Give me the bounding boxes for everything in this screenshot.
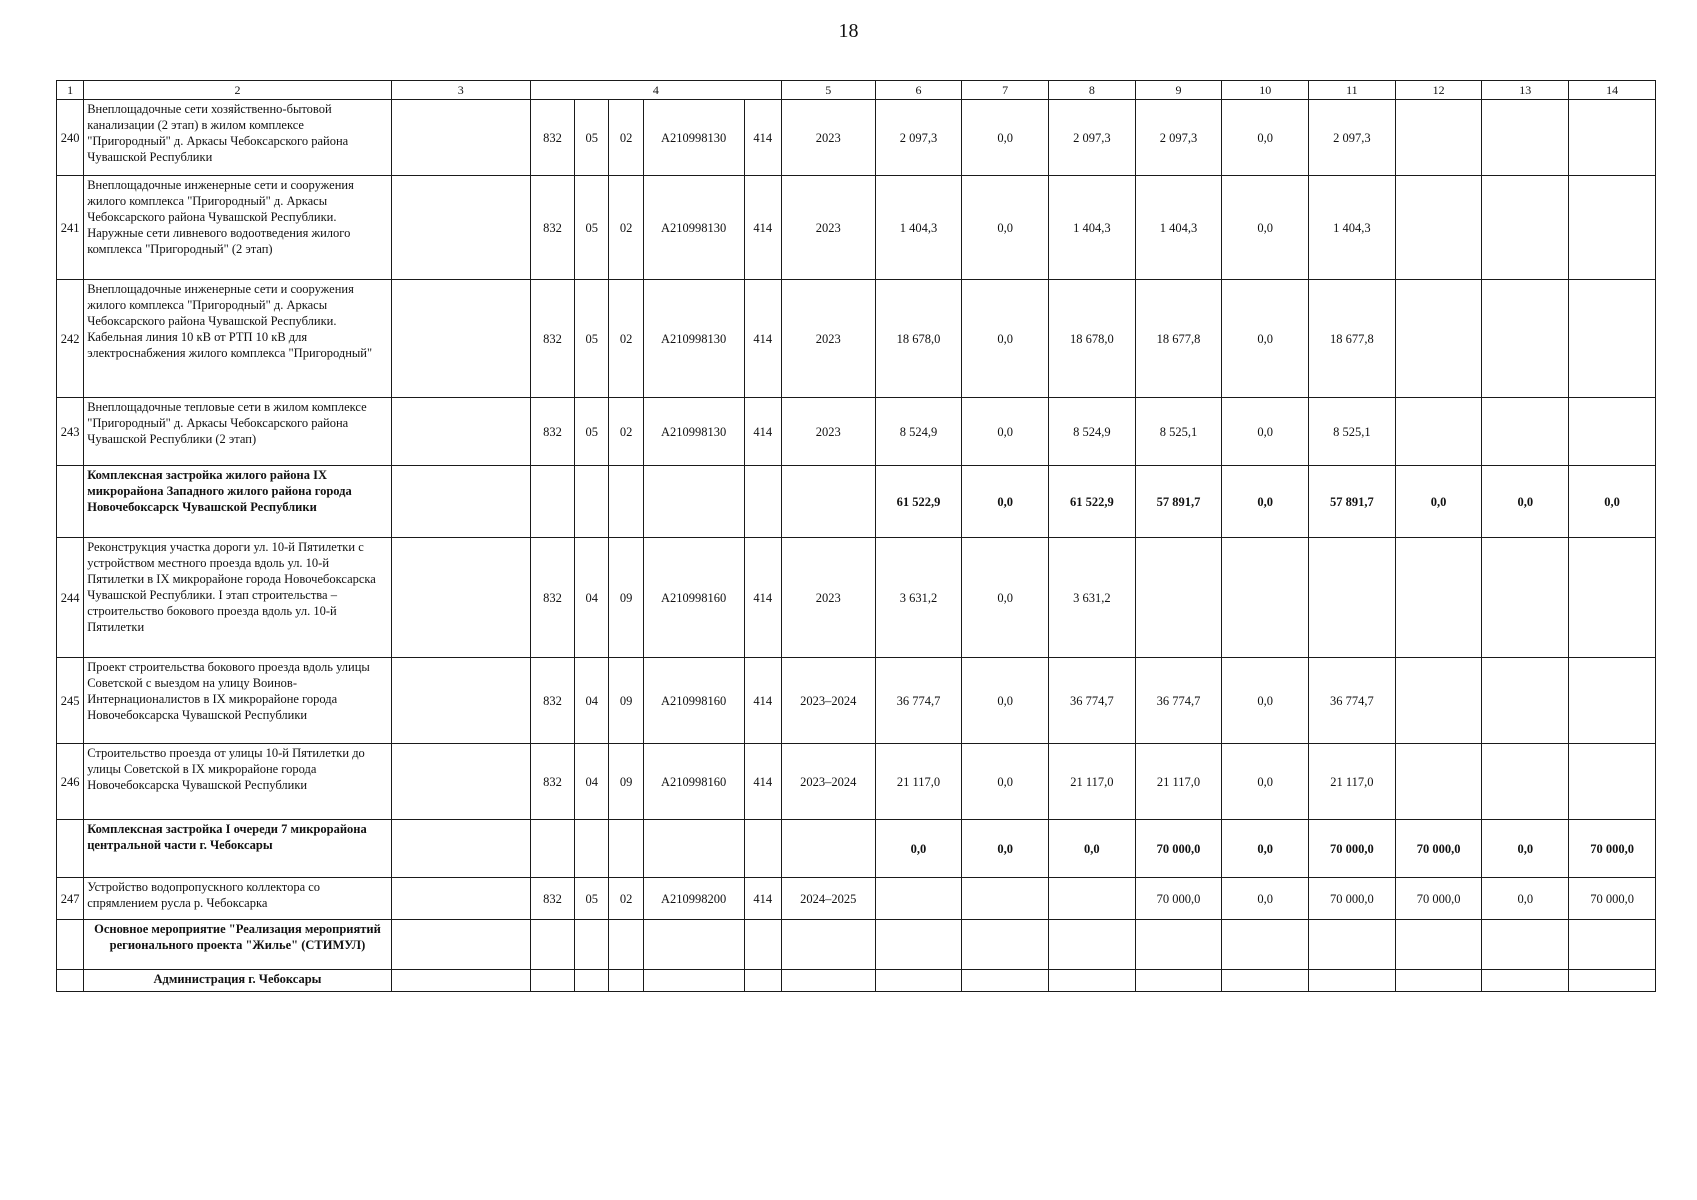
col-13-value [1482, 920, 1569, 970]
col-9-value [1135, 538, 1222, 658]
row-name: Комплексная застройка жилого района IX микрорайона Западного жилого района города Новочебоксарск Чувашской Республики [84, 466, 391, 538]
col-3-cell [391, 538, 530, 658]
grbs-code: 832 [530, 280, 574, 398]
header-col-4: 4 [530, 81, 781, 100]
col-7-value: 0,0 [962, 176, 1049, 280]
col-9-value: 21 117,0 [1135, 744, 1222, 820]
grbs-code: 832 [530, 398, 574, 466]
table-row [57, 970, 1656, 992]
section-code: 04 [575, 538, 609, 658]
row-number [57, 920, 84, 970]
row-name: Реконструкция участка дороги ул. 10-й Пятилетки с устройством местного проезда вдоль ул. 10-й Пятилетки в IX микрорайоне города Новочебоксарска Чувашской Республики. I этап строительства – строительство бокового проезда вдоль ул. 10-й Пятилетки [84, 538, 391, 658]
col-7-value: 0,0 [962, 538, 1049, 658]
subsection-code: 02 [609, 878, 643, 920]
col-8-value: 2 097,3 [1049, 100, 1136, 176]
col-13-value: 0,0 [1482, 466, 1569, 538]
grbs-code [530, 920, 574, 970]
col-6-value [875, 878, 962, 920]
col-8-value [1049, 920, 1136, 970]
col-11-value: 2 097,3 [1309, 100, 1396, 176]
expense-type-code: 414 [744, 280, 781, 398]
col-11-value [1309, 538, 1396, 658]
col-13-value [1482, 398, 1569, 466]
expense-type-code: 414 [744, 658, 781, 744]
col-13-value [1482, 100, 1569, 176]
col-12-value: 70 000,0 [1395, 820, 1482, 878]
header-col-3: 3 [391, 81, 530, 100]
years-cell: 2023 [781, 100, 875, 176]
col-3-cell [391, 176, 530, 280]
col-8-value [1049, 878, 1136, 920]
years-cell: 2023 [781, 176, 875, 280]
col-10-value [1222, 970, 1309, 992]
row-number: 242 [57, 280, 84, 398]
subsection-code: 09 [609, 658, 643, 744]
col-14-value [1569, 920, 1656, 970]
subsection-code: 09 [609, 744, 643, 820]
section-code [575, 466, 609, 538]
budget-table [56, 80, 1656, 992]
col-10-value [1222, 538, 1309, 658]
col-12-value: 0,0 [1395, 466, 1482, 538]
subsection-code: 02 [609, 100, 643, 176]
subsection-code: 09 [609, 538, 643, 658]
col-14-value [1569, 280, 1656, 398]
col-11-value [1309, 920, 1396, 970]
col-6-value: 1 404,3 [875, 176, 962, 280]
col-12-value [1395, 538, 1482, 658]
col-13-value [1482, 658, 1569, 744]
col-12-value [1395, 970, 1482, 992]
table-row [57, 100, 1656, 176]
col-10-value: 0,0 [1222, 744, 1309, 820]
col-10-value: 0,0 [1222, 658, 1309, 744]
years-cell: 2023 [781, 398, 875, 466]
grbs-code [530, 970, 574, 992]
table-row [57, 466, 1656, 538]
col-10-value: 0,0 [1222, 398, 1309, 466]
col-6-value: 61 522,9 [875, 466, 962, 538]
row-name: Основное мероприятие "Реализация мероприятий регионального проекта "Жилье" (СТИМУЛ) [84, 920, 391, 970]
col-12-value [1395, 176, 1482, 280]
col-7-value: 0,0 [962, 398, 1049, 466]
col-14-value: 70 000,0 [1569, 878, 1656, 920]
col-6-value [875, 920, 962, 970]
target-article-code [643, 970, 744, 992]
col-10-value: 0,0 [1222, 820, 1309, 878]
col-10-value: 0,0 [1222, 100, 1309, 176]
target-article-code [643, 466, 744, 538]
col-7-value: 0,0 [962, 820, 1049, 878]
col-8-value: 18 678,0 [1049, 280, 1136, 398]
col-12-value [1395, 744, 1482, 820]
section-code [575, 920, 609, 970]
years-cell [781, 466, 875, 538]
header-col-2: 2 [84, 81, 391, 100]
row-name: Проект строительства бокового проезда вдоль улицы Советской с выездом на улицу Воинов-Интернационалистов в IX микрорайоне города Новочебоксарска Чувашской Республики [84, 658, 391, 744]
row-name: Комплексная застройка I очереди 7 микрорайона центральной части г. Чебоксары [84, 820, 391, 878]
row-name: Внеплощадочные инженерные сети и сооружения жилого комплекса "Пригородный" д. Аркасы Чебоксарского района Чувашской Республики. Кабельная линия 10 кВ от РТП 10 кВ для электроснабжения жилого комплекса "Пригородный" [84, 280, 391, 398]
subsection-code: 02 [609, 280, 643, 398]
row-number [57, 820, 84, 878]
col-13-value [1482, 538, 1569, 658]
col-12-value [1395, 280, 1482, 398]
grbs-code: 832 [530, 176, 574, 280]
expense-type-code [744, 970, 781, 992]
col-3-cell [391, 398, 530, 466]
col-8-value: 0,0 [1049, 820, 1136, 878]
row-number: 246 [57, 744, 84, 820]
col-8-value: 61 522,9 [1049, 466, 1136, 538]
col-13-value [1482, 176, 1569, 280]
row-number: 241 [57, 176, 84, 280]
section-code: 05 [575, 878, 609, 920]
col-7-value [962, 878, 1049, 920]
page-number: 18 [838, 20, 859, 42]
col-7-value: 0,0 [962, 280, 1049, 398]
target-article-code: А210998130 [643, 176, 744, 280]
header-col-5: 5 [781, 81, 875, 100]
col-7-value [962, 970, 1049, 992]
col-13-value [1482, 280, 1569, 398]
row-name: Внеплощадочные сети хозяйственно-бытовой канализации (2 этап) в жилом комплексе "Пригородный" д. Аркасы Чебоксарского района Чувашской Республики [84, 100, 391, 176]
col-14-value [1569, 538, 1656, 658]
header-col-7: 7 [962, 81, 1049, 100]
row-number: 245 [57, 658, 84, 744]
target-article-code: А210998160 [643, 744, 744, 820]
subsection-code [609, 466, 643, 538]
col-6-value: 18 678,0 [875, 280, 962, 398]
table-row [57, 920, 1656, 970]
col-12-value [1395, 658, 1482, 744]
grbs-code: 832 [530, 658, 574, 744]
section-code: 04 [575, 658, 609, 744]
col-9-value: 70 000,0 [1135, 878, 1222, 920]
subsection-code [609, 970, 643, 992]
expense-type-code: 414 [744, 744, 781, 820]
col-13-value [1482, 744, 1569, 820]
header-col-10: 10 [1222, 81, 1309, 100]
row-number [57, 466, 84, 538]
col-3-cell [391, 820, 530, 878]
col-9-value: 70 000,0 [1135, 820, 1222, 878]
col-10-value: 0,0 [1222, 176, 1309, 280]
row-number: 244 [57, 538, 84, 658]
col-10-value: 0,0 [1222, 280, 1309, 398]
col-7-value: 0,0 [962, 466, 1049, 538]
col-12-value [1395, 398, 1482, 466]
years-cell: 2023 [781, 538, 875, 658]
years-cell [781, 970, 875, 992]
col-14-value: 0,0 [1569, 466, 1656, 538]
col-7-value: 0,0 [962, 744, 1049, 820]
header-col-9: 9 [1135, 81, 1222, 100]
row-number: 243 [57, 398, 84, 466]
col-9-value [1135, 970, 1222, 992]
expense-type-code [744, 466, 781, 538]
row-name: Строительство проезда от улицы 10-й Пятилетки до улицы Советской в IX микрорайоне города Новочебоксарска Чувашской Республики [84, 744, 391, 820]
target-article-code: А210998130 [643, 100, 744, 176]
target-article-code [643, 920, 744, 970]
table-row [57, 398, 1656, 466]
col-14-value [1569, 100, 1656, 176]
header-col-8: 8 [1049, 81, 1136, 100]
subsection-code: 02 [609, 176, 643, 280]
col-12-value [1395, 920, 1482, 970]
expense-type-code: 414 [744, 538, 781, 658]
col-6-value: 2 097,3 [875, 100, 962, 176]
target-article-code: А210998130 [643, 398, 744, 466]
col-8-value: 36 774,7 [1049, 658, 1136, 744]
col-7-value: 0,0 [962, 100, 1049, 176]
subsection-code [609, 920, 643, 970]
col-6-value: 3 631,2 [875, 538, 962, 658]
col-9-value [1135, 920, 1222, 970]
col-8-value [1049, 970, 1136, 992]
grbs-code: 832 [530, 744, 574, 820]
years-cell: 2023 [781, 280, 875, 398]
target-article-code: А210998160 [643, 658, 744, 744]
col-11-value: 21 117,0 [1309, 744, 1396, 820]
col-6-value: 8 524,9 [875, 398, 962, 466]
col-11-value: 18 677,8 [1309, 280, 1396, 398]
section-code: 05 [575, 398, 609, 466]
col-13-value: 0,0 [1482, 878, 1569, 920]
grbs-code [530, 820, 574, 878]
grbs-code: 832 [530, 878, 574, 920]
years-cell: 2023–2024 [781, 744, 875, 820]
col-9-value: 8 525,1 [1135, 398, 1222, 466]
col-3-cell [391, 970, 530, 992]
table-row [57, 744, 1656, 820]
subsection-code [609, 820, 643, 878]
col-6-value: 0,0 [875, 820, 962, 878]
table-row [57, 176, 1656, 280]
table-row [57, 658, 1656, 744]
col-3-cell [391, 920, 530, 970]
grbs-code [530, 466, 574, 538]
section-code [575, 970, 609, 992]
col-14-value [1569, 176, 1656, 280]
row-name: Внеплощадочные тепловые сети в жилом комплексе "Пригородный" д. Аркасы Чебоксарского района Чувашской Республики (2 этап) [84, 398, 391, 466]
expense-type-code: 414 [744, 398, 781, 466]
col-3-cell [391, 280, 530, 398]
section-code [575, 820, 609, 878]
grbs-code: 832 [530, 100, 574, 176]
row-name: Внеплощадочные инженерные сети и сооружения жилого комплекса "Пригородный" д. Аркасы Чебоксарского района Чувашской Республики. Наружные сети ливневого водоотведения жилого комплекса "Пригородный" (2 этап) [84, 176, 391, 280]
row-number: 240 [57, 100, 84, 176]
col-13-value: 0,0 [1482, 820, 1569, 878]
col-9-value: 57 891,7 [1135, 466, 1222, 538]
col-11-value: 70 000,0 [1309, 878, 1396, 920]
expense-type-code [744, 820, 781, 878]
expense-type-code [744, 920, 781, 970]
table-row [57, 280, 1656, 398]
years-cell: 2024–2025 [781, 878, 875, 920]
target-article-code: А210998160 [643, 538, 744, 658]
col-10-value [1222, 920, 1309, 970]
table-row [57, 820, 1656, 878]
header-col-14: 14 [1569, 81, 1656, 100]
col-7-value: 0,0 [962, 658, 1049, 744]
section-code: 04 [575, 744, 609, 820]
col-11-value: 70 000,0 [1309, 820, 1396, 878]
years-cell [781, 920, 875, 970]
header-col-6: 6 [875, 81, 962, 100]
row-number: 247 [57, 878, 84, 920]
col-3-cell [391, 878, 530, 920]
col-8-value: 8 524,9 [1049, 398, 1136, 466]
col-6-value: 21 117,0 [875, 744, 962, 820]
col-8-value: 3 631,2 [1049, 538, 1136, 658]
table-row [57, 538, 1656, 658]
subsection-code: 02 [609, 398, 643, 466]
col-13-value [1482, 970, 1569, 992]
section-code: 05 [575, 280, 609, 398]
target-article-code: А210998130 [643, 280, 744, 398]
years-cell: 2023–2024 [781, 658, 875, 744]
col-3-cell [391, 466, 530, 538]
expense-type-code: 414 [744, 176, 781, 280]
col-11-value [1309, 970, 1396, 992]
target-article-code [643, 820, 744, 878]
col-3-cell [391, 100, 530, 176]
expense-type-code: 414 [744, 878, 781, 920]
col-8-value: 21 117,0 [1049, 744, 1136, 820]
grbs-code: 832 [530, 538, 574, 658]
header-col-11: 11 [1309, 81, 1396, 100]
col-14-value [1569, 970, 1656, 992]
col-9-value: 1 404,3 [1135, 176, 1222, 280]
col-11-value: 36 774,7 [1309, 658, 1396, 744]
col-14-value [1569, 744, 1656, 820]
target-article-code: А210998200 [643, 878, 744, 920]
col-3-cell [391, 658, 530, 744]
row-name: Устройство водопропускного коллектора со спрямлением русла р. Чебоксарка [84, 878, 391, 920]
col-9-value: 36 774,7 [1135, 658, 1222, 744]
col-8-value: 1 404,3 [1049, 176, 1136, 280]
col-10-value: 0,0 [1222, 466, 1309, 538]
col-9-value: 18 677,8 [1135, 280, 1222, 398]
col-6-value [875, 970, 962, 992]
header-col-13: 13 [1482, 81, 1569, 100]
row-name: Администрация г. Чебоксары [84, 970, 391, 992]
col-14-value [1569, 398, 1656, 466]
col-12-value [1395, 100, 1482, 176]
header-col-12: 12 [1395, 81, 1482, 100]
col-10-value: 0,0 [1222, 878, 1309, 920]
col-7-value [962, 920, 1049, 970]
col-3-cell [391, 744, 530, 820]
years-cell [781, 820, 875, 878]
col-6-value: 36 774,7 [875, 658, 962, 744]
table-body [57, 100, 1656, 992]
col-11-value: 57 891,7 [1309, 466, 1396, 538]
expense-type-code: 414 [744, 100, 781, 176]
col-11-value: 8 525,1 [1309, 398, 1396, 466]
header-row [57, 81, 1656, 100]
col-11-value: 1 404,3 [1309, 176, 1396, 280]
section-code: 05 [575, 100, 609, 176]
section-code: 05 [575, 176, 609, 280]
col-14-value [1569, 658, 1656, 744]
row-number [57, 970, 84, 992]
table-row [57, 878, 1656, 920]
header-col-1: 1 [57, 81, 84, 100]
col-12-value: 70 000,0 [1395, 878, 1482, 920]
col-14-value: 70 000,0 [1569, 820, 1656, 878]
col-9-value: 2 097,3 [1135, 100, 1222, 176]
